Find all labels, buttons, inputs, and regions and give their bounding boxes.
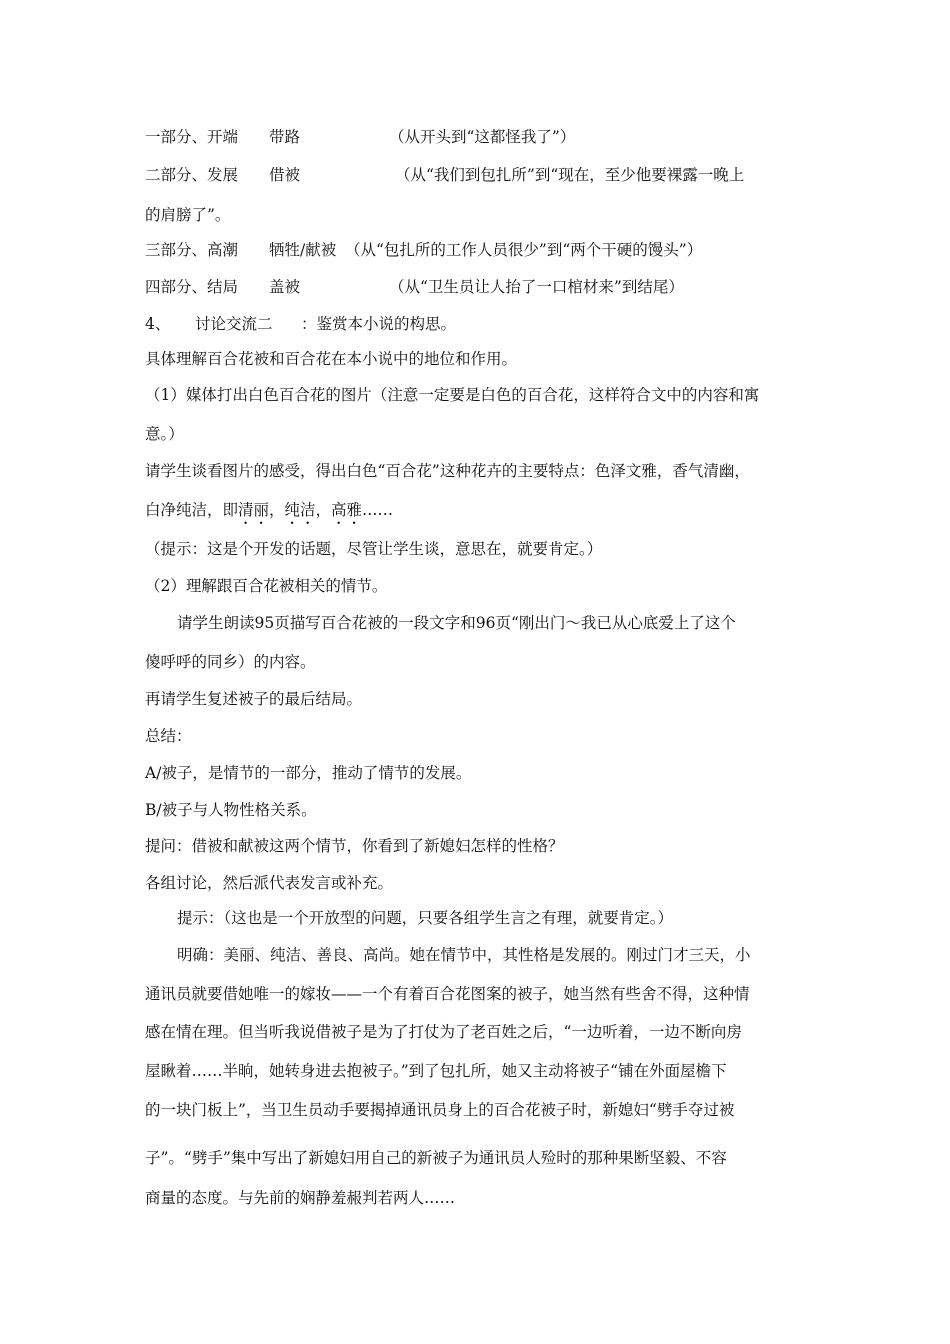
paragraph-line: 意。）	[145, 425, 184, 443]
structure-part: 四部分、结局	[145, 278, 239, 296]
paragraph-line: 提问：借被和献被这两个情节，你看到了新媳妇怎样的性格？	[145, 837, 564, 855]
structure-label: 盖被	[269, 278, 301, 296]
structure-row-4	[145, 277, 684, 297]
paragraph-line: 傻呼呼的同乡）的内容。	[145, 653, 316, 671]
paragraph-line: A/被子，是情节的一部分，推动了情节的发展。	[145, 764, 472, 782]
paragraph-line: （2）理解跟百合花被相关的情节。	[145, 577, 388, 595]
structure-label: 带路	[269, 128, 301, 146]
text-ellipsis: ……	[362, 501, 394, 519]
structure-label: 牺牲/献被	[269, 241, 337, 259]
paragraph-line: 具体理解百合花被和百合花在本小说中的地位和作用。	[145, 350, 518, 368]
paragraph-line: 请学生谈看图片的感受，得出白色“百合花”这种花卉的主要特点：色泽文雅，香气清幽，	[145, 462, 750, 480]
emphasized-text: 清丽，纯洁，高雅	[238, 501, 363, 519]
paragraph-line: 的一块门板上”，当卫生员动手要揭掉通讯员身上的百合花被子时，新媳妇“劈手夺过被	[145, 1101, 735, 1119]
structure-row-2-continued: 的肩膀了”。	[145, 206, 231, 224]
section-desc: ：鉴赏本小说的构思。	[301, 315, 457, 333]
structure-label: 借被	[269, 166, 301, 184]
structure-range: （从开头到“这都怪我了”）	[389, 128, 576, 146]
paragraph-line: B/被子与人物性格关系。	[145, 801, 317, 819]
structure-part: 三部分、高潮	[145, 241, 239, 259]
section-4-heading	[145, 314, 457, 334]
structure-part: 一部分、开端	[145, 128, 239, 146]
paragraph-line: 各组讨论，然后派代表发言或补充。	[145, 874, 394, 892]
text-plain: 白净纯洁，即	[145, 501, 239, 519]
paragraph-line: 屋瞅着……半晌，她转身进去抱被子。”到了包扎所，她又主动将被子“铺在外面屋檐下	[145, 1062, 727, 1080]
paragraph-line: 子”。“劈手”集中写出了新媳妇用自己的新被子为通讯员人殓时的那种果断坚毅、不容	[145, 1149, 727, 1167]
structure-range: （从“卫生员让人抬了一口棺材来”到结尾）	[389, 278, 684, 296]
paragraph-line: （1）媒体打出白色百合花的图片（注意一定要是白色的百合花，这样符合文中的内容和寓	[145, 386, 760, 404]
structure-row-3	[145, 240, 703, 260]
paragraph-line: 请学生朗读95页描写百合花被的一段文字和96页“刚出门～我已从心底爱上了这个	[177, 614, 736, 632]
paragraph-line: 明确：美丽、纯洁、善良、高尚。她在情节中，其性格是发展的。刚过门才三天，小	[177, 946, 751, 964]
paragraph-line: （提示：这是个开发的话题，尽管让学生谈，意思在，就要肯定。）	[145, 540, 603, 558]
structure-part: 二部分、发展	[145, 166, 239, 184]
paragraph-line: 感在情在理。但当听我说借被子是为了打仗为了老百姓之后，“一边听着，一边不断向房	[145, 1023, 742, 1041]
structure-row-2	[145, 165, 745, 185]
structure-row-1	[145, 127, 576, 147]
section-number: 4、	[145, 315, 171, 333]
paragraph-line: 商量的态度。与先前的娴静羞赧判若两人……	[145, 1189, 456, 1207]
structure-range: （从“包扎所的工作人员很少”到“两个干硬的馒头”）	[345, 241, 703, 259]
section-title: 讨论交流二	[195, 315, 273, 333]
paragraph-line: 总结：	[145, 727, 192, 745]
paragraph-line: 再请学生复述被子的最后结局。	[145, 690, 363, 708]
structure-range: （从“我们到包扎所”到“现在，至少他要裸露一晚上	[395, 166, 745, 184]
paragraph-line	[145, 500, 393, 520]
paragraph-line: 通讯员就要借她唯一的嫁妆——一个有着百合花图案的被子，她当然有些舍不得，这种情	[145, 985, 750, 1003]
paragraph-line: 提示：（这也是一个开放型的问题，只要各组学生言之有理，就要肯定。）	[177, 909, 674, 927]
